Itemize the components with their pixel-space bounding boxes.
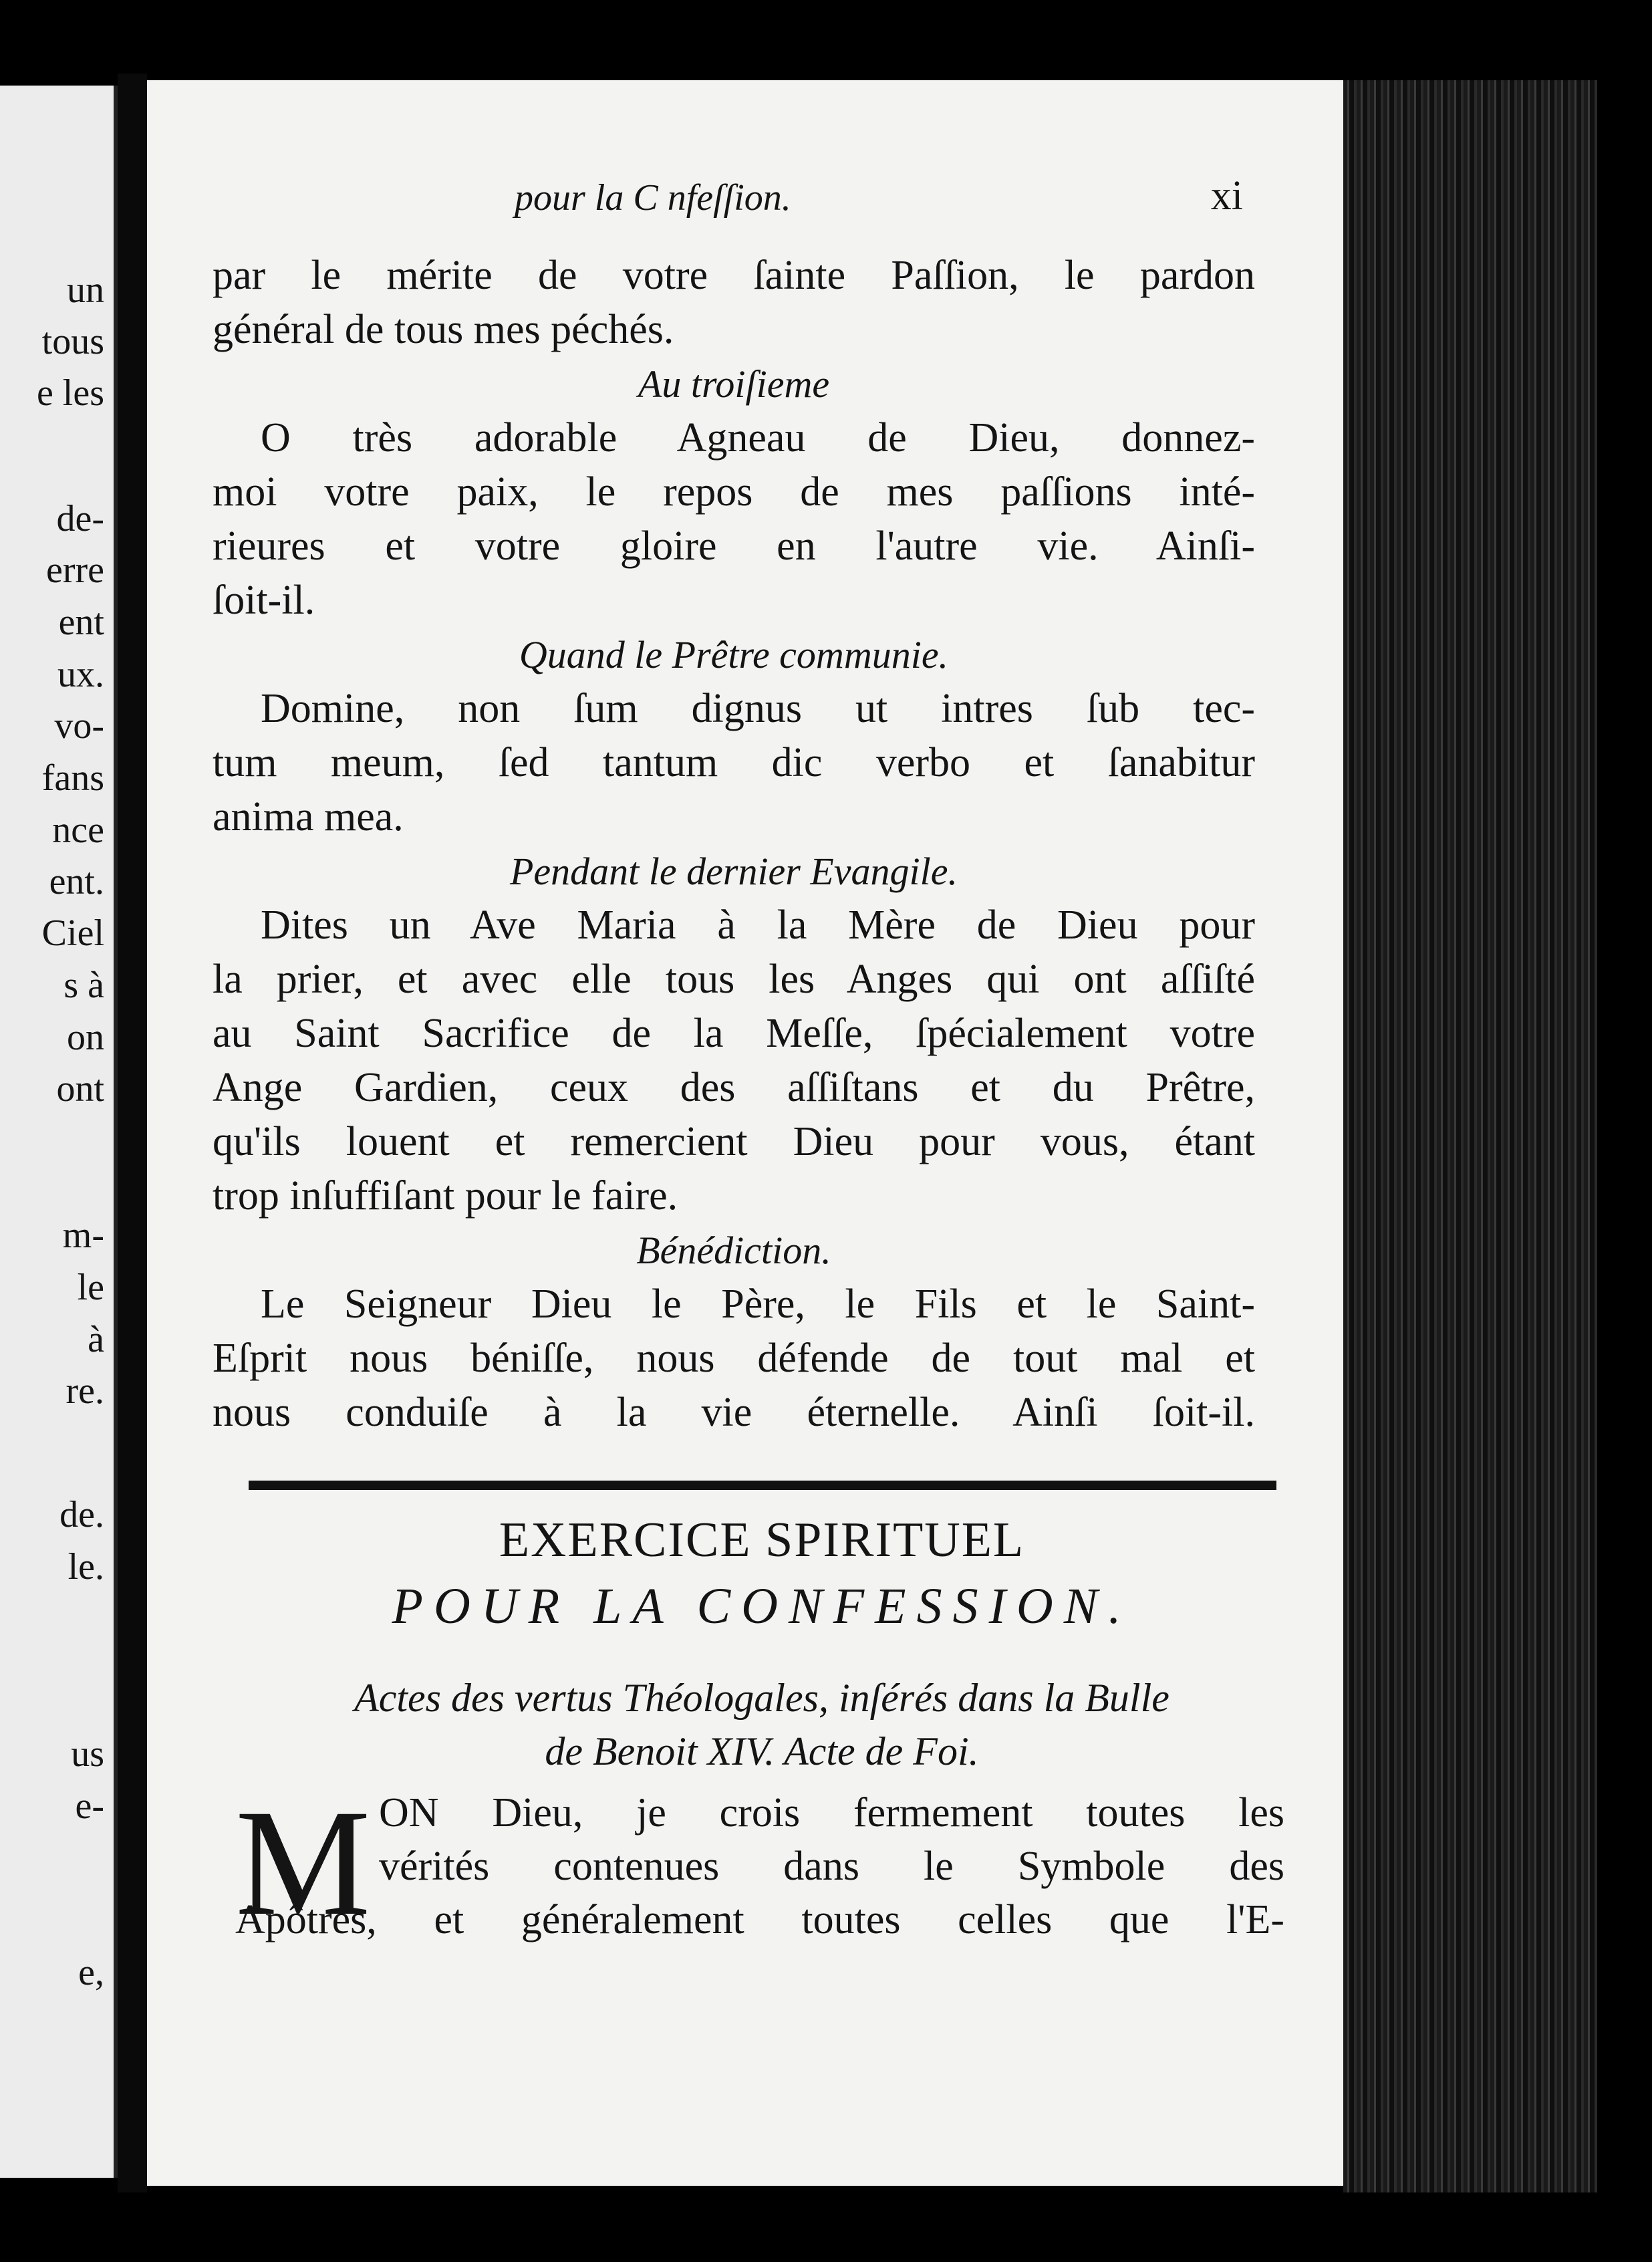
left-fragment: us	[71, 1733, 104, 1775]
left-fragment: le.	[67, 1546, 104, 1588]
text-line: Domine, non ſum dignus ut intres ſub tec-	[261, 686, 1255, 731]
text-line: anima mea.	[213, 794, 404, 840]
text-line: au Saint Sacrifice de la Meſſe, ſpécialement votre	[213, 1011, 1255, 1056]
text-line: rieures et votre gloire en l'autre vie. Ainſi-	[213, 523, 1255, 569]
section-heading: Quand le Prêtre communie.	[519, 633, 949, 676]
text-line: qu'ils louent et remercient Dieu pour vous, étant	[213, 1119, 1255, 1164]
text-line: nous conduiſe à la vie éternelle. Ainſi ſoit-il.	[213, 1390, 1255, 1435]
left-fragment: m-	[62, 1215, 104, 1256]
text-line: Eſprit nous béniſſe, nous défende de tout mal et	[213, 1336, 1255, 1381]
text-line: la prier, et avec elle tous les Anges qui ont aſſiſté	[213, 957, 1255, 1002]
text-line: trop inſuffiſant pour le faire.	[213, 1173, 678, 1219]
text-line: tum meum, ſed tantum dic verbo et ſanabitur	[213, 740, 1255, 785]
section-divider	[249, 1481, 1276, 1490]
opening-paragraph	[235, 1779, 1284, 1947]
left-fragment: nce	[52, 809, 104, 851]
section-heading: Pendant le dernier Evangile.	[509, 850, 958, 893]
left-fragment: un	[67, 269, 104, 311]
text-line: vérités contenues dans le Symbole des	[379, 1844, 1284, 1889]
section-title: EXERCICE SPIRITUEL	[499, 1513, 1025, 1567]
drop-cap: M	[235, 1779, 371, 1947]
left-fragment: ont	[56, 1068, 104, 1110]
page-number: xi	[1210, 173, 1243, 219]
left-fragment: de.	[59, 1494, 104, 1535]
left-fragment: Ciel	[41, 912, 104, 954]
text-line: général de tous mes péchés.	[213, 307, 674, 352]
left-fragment: fans	[41, 757, 104, 799]
section-title: POUR LA CONFESSION.	[392, 1578, 1132, 1634]
left-fragment: ent.	[49, 861, 104, 902]
left-fragment: le	[77, 1267, 104, 1308]
book-gutter	[118, 74, 147, 2192]
left-fragment: s à	[63, 965, 104, 1006]
left-fragment: on	[67, 1017, 104, 1058]
left-fragment: à	[88, 1319, 104, 1360]
text-line: ſoit-il.	[213, 578, 315, 623]
text-line: par le mérite de votre ſainte Paſſion, le pardon	[213, 253, 1255, 298]
left-fragment: ux.	[57, 654, 104, 695]
left-fragment: e les	[36, 372, 104, 414]
text-line: O très adorable Agneau de Dieu, donnez-	[261, 415, 1255, 461]
page-edges	[1343, 80, 1597, 2192]
left-fragment: de-	[56, 498, 104, 539]
section-subtitle: de Benoit XIV. Acte de Foi.	[545, 1729, 979, 1773]
text-line: Apôtres, et généralement toutes celles que l'E-	[235, 1897, 1284, 1942]
section-heading: Au troiſieme	[638, 362, 830, 406]
left-fragment: re.	[65, 1370, 104, 1412]
left-page-margin	[0, 86, 118, 2178]
left-fragment: ent	[58, 602, 104, 643]
text-line: ON Dieu, je crois fermement toutes les	[379, 1790, 1284, 1836]
left-fragment: vo-	[54, 705, 104, 747]
left-fragment: e,	[78, 1952, 104, 1993]
page-header	[348, 173, 1243, 230]
text-line: Le Seigneur Dieu le Père, le Fils et le Saint-	[261, 1281, 1255, 1327]
left-fragment: erre	[45, 549, 104, 591]
section-heading: Bénédiction.	[636, 1229, 831, 1272]
text-line: moi votre paix, le repos de mes paſſions inté-	[213, 469, 1255, 515]
section-subtitle: Actes des vertus Théologales, inſérés dans la Bulle	[354, 1676, 1169, 1720]
running-title: pour la C nfeſſion.	[515, 177, 791, 219]
body-text	[213, 249, 1255, 1440]
text-line: Ange Gardien, ceux des aſſiſtans et du Prêtre,	[213, 1065, 1255, 1110]
text-line: Dites un Ave Maria à la Mère de Dieu pour	[261, 902, 1255, 948]
left-fragment: tous	[41, 321, 104, 362]
left-fragment: e-	[75, 1785, 104, 1827]
